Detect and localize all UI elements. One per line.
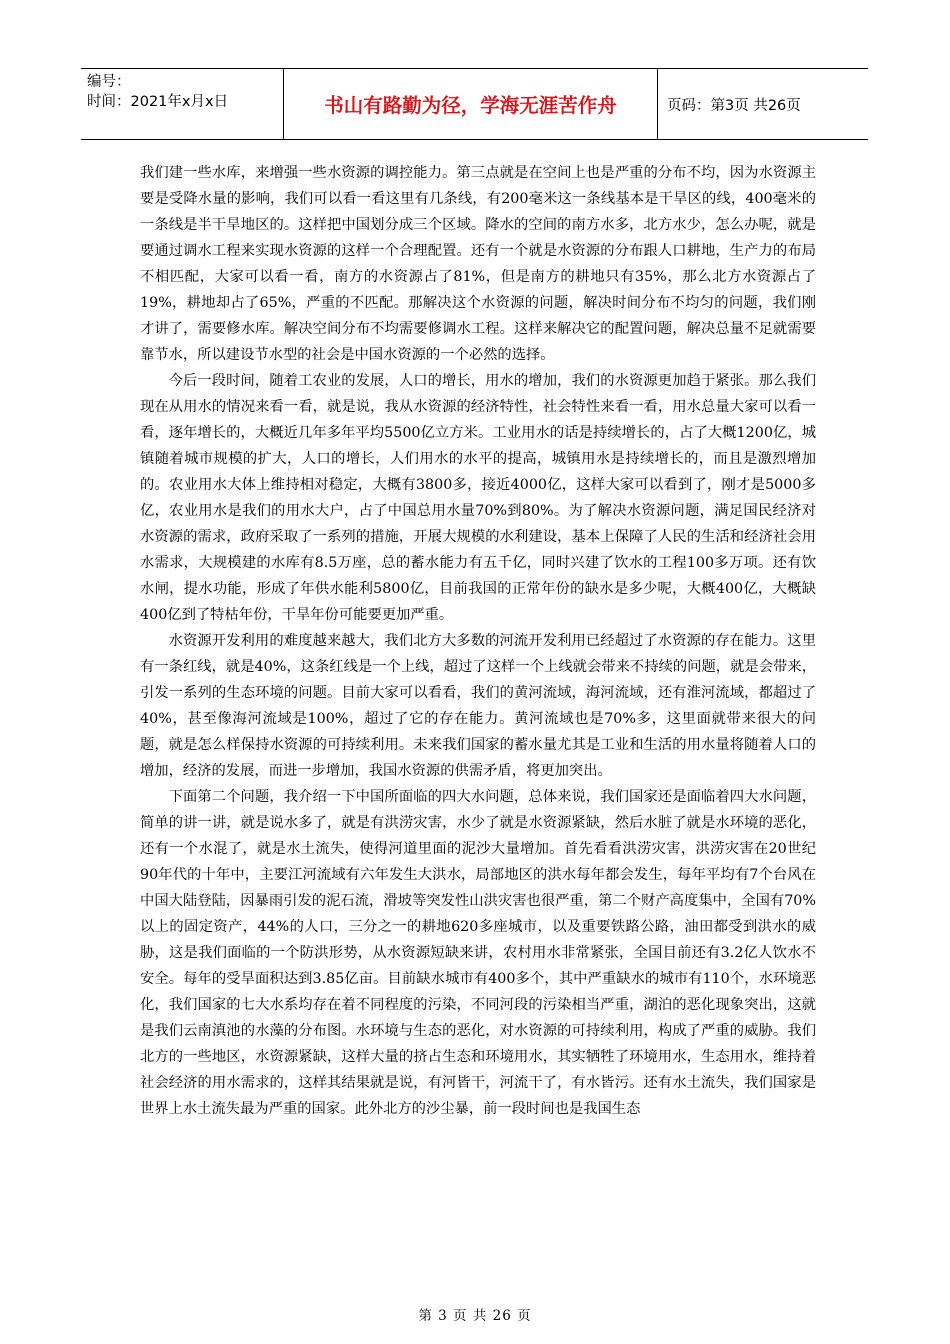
document-body <box>140 160 816 1122</box>
page-header <box>81 68 868 140</box>
document-time-label: 时间：2021年x月x日 <box>87 94 229 110</box>
header-page-label: 页码：第3页 共26页 <box>667 97 801 114</box>
paragraph: 下面第二个问题，我介绍一下中国所面临的四大水问题，总体来说，我们国家还是面临着四大水问题，简单的讲一讲，就是说水多了，就是有洪涝灾害，水少了就是水资源紧缺，然后水脏了就是水环境的恶化，还有一个水混了，就是水土流失，使得河道里面的泥沙大量增加。首先看看洪涝灾害，洪涝灾害在20世纪90年代的十年中，主要江河流域有六年发生大洪水，局部地区的洪水每年都会发生，每年平均有7个台风在中国大陆登陆，因暴雨引发的泥石流，滑坡等突发性山洪灾害也很严重，第二个财产高度集中，全国有70%以上的固定资产，44%的人口，三分之一的耕地620多座城市，以及重要铁路公路，油田都受到洪水的威胁，这是我们面临的一个防洪形势，从水资源短缺来讲，农村用水非常紧张，全国目前还有3.2亿人饮水不安全。每年的受旱面积达到3.85亿亩。目前缺水城市有400多个，其中严重缺水的城市有110个，水环境恶化，我们国家的七大水系均存在着不同程度的污染，不同河段的污染相当严重，湖泊的恶化现象突出，这就是我们云南滇池的水藻的分布图。水环境与生态的恶化，对水资源的可持续利用，构成了严重的威胁。我们北方的一些地区，水资源紧缺，这样大量的挤占生态和环境用水，其实牺牲了环境用水，生态用水，维持着社会经济的用水需求的，这样其结果就是说，有河皆干，河流干了，有水皆污。还有水土流失，我们国家是世界上水土流失最为严重的国家。此外北方的沙尘暴，前一段时间也是我国生态 <box>140 789 816 1117</box>
paragraph: 今后一段时间，随着工农业的发展，人口的增长，用水的增加，我们的水资源更加趋于紧张。那么我们现在从用水的情况来看一看，就是说，我从水资源的经济特性，社会特性来看一看，用水总量大家可以看一看，逐年增长的，大概近几年多年平均5500亿立方米。工业用水的话是持续增长的，占了大概1200亿，城镇随着城市规模的扩大，人口的增长，人们用水的水平的提高，城镇用水是持续增长的，而且是激烈增加的。农业用水大体上维持相对稳定，大概有3800多，接近4000亿，这样大家可以看到了，刚才是5000多亿，农业用水是我们的用水大户，占了中国总用水量70%到80%。为了解决水资源问题，满足国民经济对水资源的需求，政府采取了一系列的措施，开展大规模的水利建设，基本上保障了人民的生活和经济社会用水需求，大规模建的水库有8.5万座，总的蓄水能力有五千亿，同时兴建了饮水的工程100多万项。还有饮水闸，提水功能，形成了年供水能利5800亿，目前我国的正常年份的缺水是多少呢，大概400亿，大概缺400亿到了特枯年份，干旱年份可能要更加严重。 <box>140 373 816 623</box>
paragraph: 我们建一些水库，来增强一些水资源的调控能力。第三点就是在空间上也是严重的分布不均，因为水资源主要是受降水量的影响，我们可以看一看这里有几条线，有200毫米这一条线基本是干旱区的线，400毫米的一条线是半干旱地区的。这样把中国划分成三个区域。降水的空间的南方水多，北方水少，怎么办呢，就是要通过调水工程来实现水资源的这样一个合理配置。还有一个就是水资源的分布跟人口耕地，生产力的布局不相匹配，大家可以看一看，南方的水资源占了81%，但是南方的耕地只有35%，那么北方水资源占了19%，耕地却占了65%，严重的不匹配。那解决这个水资源的问题，解决时间分布不均匀的问题，我们刚才讲了，需要修水库。解决空间分布不均需要修调水工程。这样来解决它的配置问题，解决总量不足就需要靠节水，所以建设节水型的社会是中国水资源的一个必然的选择。 <box>140 165 816 363</box>
header-motto: 书山有路勤为径，学海无涯苦作舟 <box>284 69 658 139</box>
header-meta <box>81 69 284 139</box>
page-footer: 第 3 页 共 26 页 <box>418 1308 532 1324</box>
paragraph: 水资源开发利用的难度越来越大，我们北方大多数的河流开发利用已经超过了水资源的存在能力。这里有一条红线，就是40%，这条红线是一个上线，超过了这样一个上线就会带来不持续的问题，就是会带来，引发一系列的生态环境的问题。目前大家可以看看，我们的黄河流域，海河流域，还有淮河流域，都超过了40%，甚至像海河流域是100%，超过了它的存在能力。黄河流域也是70%多，这里面就带来很大的问题，就是怎么样保持水资源的可持续利用。未来我们国家的蓄水量尤其是工业和生活的用水量将随着人口的增加，经济的发展，而进一步增加，我国水资源的供需矛盾，将更加突出。 <box>140 633 816 779</box>
document-number-label: 编号： <box>87 74 131 90</box>
